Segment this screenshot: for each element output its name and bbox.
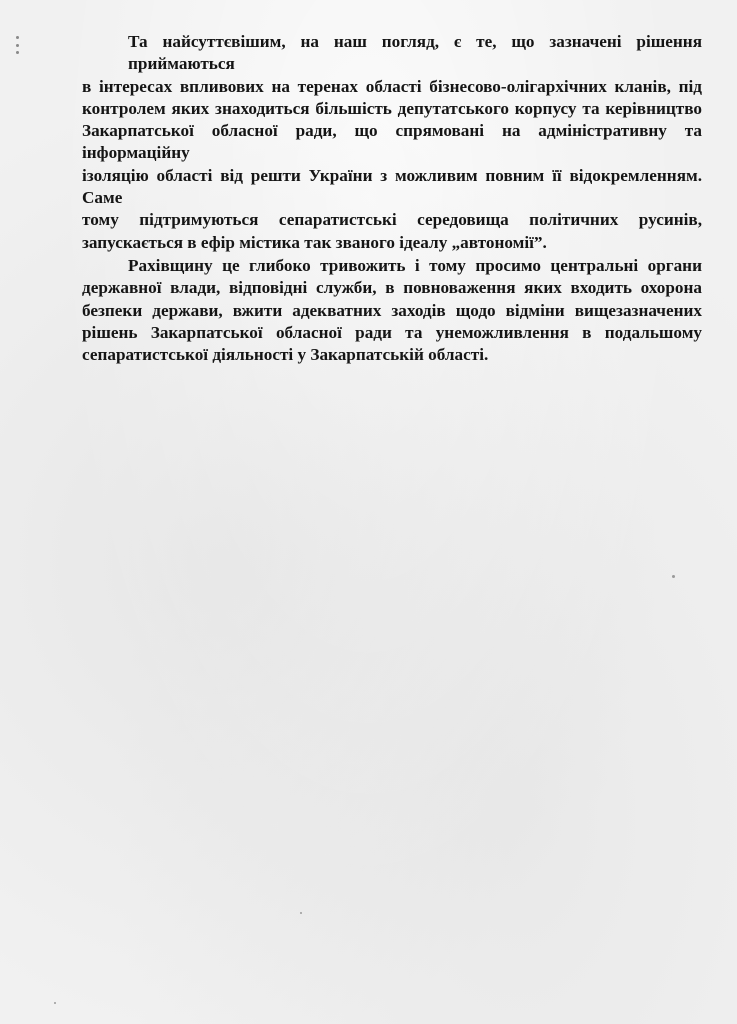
margin-dot [16, 44, 19, 47]
text-line: в інтересах впливових на теренах області бізнесово-олігархічних кланів, під [82, 76, 702, 96]
paragraph-request [82, 255, 702, 366]
text-line: державної влади, відповідні служби, в повноваження яких входить охорона [82, 278, 702, 298]
text-line: тому підтримуються сепаратистські середовища політичних русинів, [82, 210, 702, 230]
margin-dot [16, 51, 19, 54]
text-line: контролем яких знаходиться більшість депутатського корпусу та керівництво [82, 98, 702, 118]
punch-hole-marks [16, 36, 22, 56]
margin-dot [16, 36, 19, 39]
text-line: Та найсуттєвішим, на наш погляд, є те, що зазначені рішення приймаються [128, 32, 702, 74]
text-line: Рахівщину це глибоко тривожить і тому просимо центральні органи [128, 255, 702, 275]
text-line: запускається в ефір містика так званого ідеалу „автономії”. [82, 232, 547, 252]
text-line: сепаратистської діяльності у Закарпатській області. [82, 345, 489, 365]
text-line: Закарпатської обласної ради, що спрямовані на адміністративну та інформаційну [82, 121, 702, 163]
scan-speck [300, 912, 302, 914]
text-line: безпеки держави, вжити адекватних заходів щодо відміни вищезазначених [82, 300, 702, 320]
text-line: ізоляцію області від решти України з можливим повним її відокремленням. Саме [82, 165, 702, 208]
letter-body [82, 31, 702, 366]
scan-speck [672, 575, 675, 578]
scan-speck [54, 1002, 56, 1004]
text-line: рішень Закарпатської обласної ради та унеможливлення в подальшому [82, 322, 702, 342]
paragraph-concerns [82, 31, 702, 254]
